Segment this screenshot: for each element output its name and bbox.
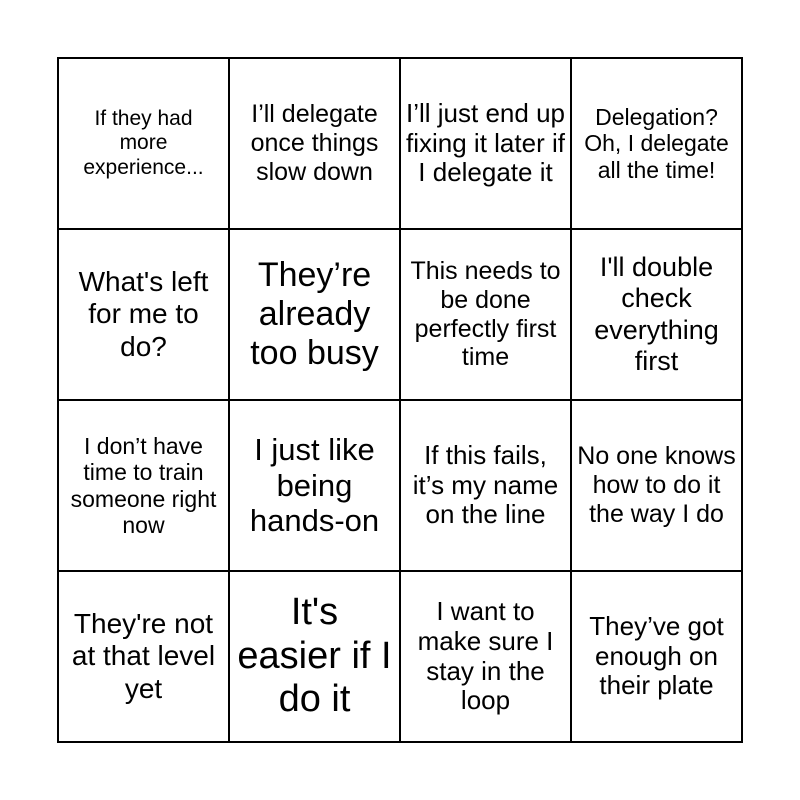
bingo-square[interactable] [59, 401, 230, 572]
bingo-square-text: I just like being hands-on [249, 432, 380, 539]
bingo-square[interactable] [230, 230, 401, 401]
bingo-square-text: I'll double check everything first [594, 252, 719, 376]
bingo-square-text: It's easier if I do it [237, 590, 392, 721]
bingo-square[interactable] [59, 59, 230, 230]
bingo-square[interactable] [401, 572, 572, 743]
bingo-square-text: No one knows how to do it the way I do [577, 442, 736, 528]
bingo-square-text: If this fails, it’s my name on the line [412, 439, 559, 530]
bingo-square[interactable] [230, 572, 401, 743]
bingo-square-text: If they had more experience... [83, 107, 204, 179]
bingo-square[interactable] [572, 230, 743, 401]
bingo-square-text: They’ve got enough on their plate [589, 610, 724, 701]
bingo-square-text: This needs to be done perfectly first time [410, 257, 561, 372]
bingo-square[interactable] [572, 59, 743, 230]
bingo-square-text: Delegation? Oh, I delegate all the time! [584, 103, 729, 183]
bingo-square[interactable] [230, 59, 401, 230]
bingo-square[interactable] [572, 401, 743, 572]
bingo-square-text: I don’t have time to train someone right now [70, 432, 217, 538]
bingo-square-text: They're not at that level yet [71, 608, 216, 704]
bingo-square[interactable] [401, 401, 572, 572]
bingo-square-text: They’re already too busy [250, 255, 379, 373]
bingo-square[interactable] [401, 59, 572, 230]
bingo-square-text: What's left for me to do? [78, 266, 209, 362]
bingo-square-text: I want to make sure I stay in the loop [417, 595, 554, 716]
bingo-square[interactable] [572, 572, 743, 743]
bingo-square[interactable] [230, 401, 401, 572]
bingo-card [57, 57, 743, 743]
bingo-square[interactable] [401, 230, 572, 401]
bingo-square-text: I’ll just end up fixing it later if I delegate it [406, 97, 565, 188]
bingo-square[interactable] [59, 572, 230, 743]
bingo-square[interactable] [59, 230, 230, 401]
bingo-square-text: I’ll delegate once things slow down [250, 100, 379, 186]
